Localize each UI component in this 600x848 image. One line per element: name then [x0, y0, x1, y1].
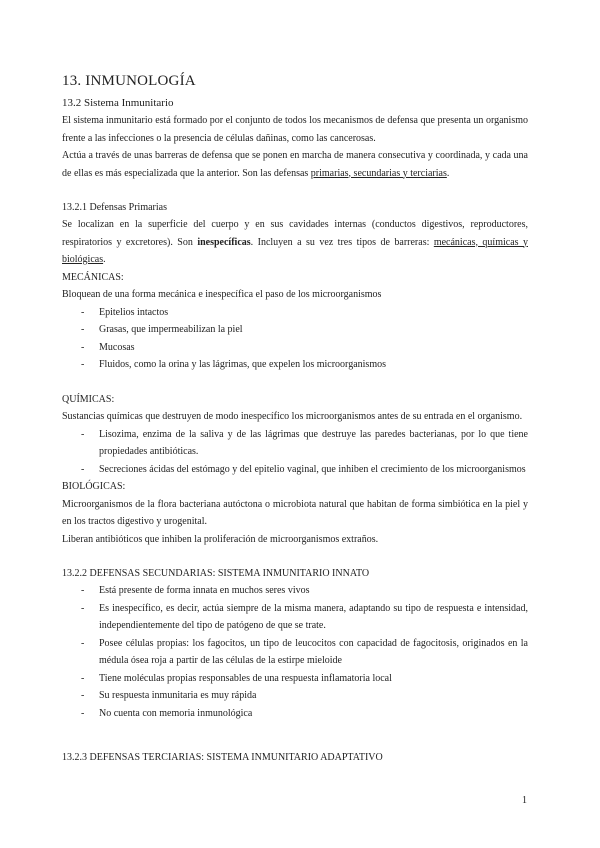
- list-item: - Epitelios intactos: [62, 304, 528, 322]
- list-item: - Grasas, que impermeabilizan la piel: [62, 321, 528, 339]
- section-heading-defensas-secundarias: 13.2.2 DEFENSAS SECUNDARIAS: SISTEMA INMUNITARIO INNATO: [62, 568, 370, 579]
- paragraph-biologicas-2: Liberan antibióticos que inhiben la proliferación de microorganismos extraños.: [62, 533, 379, 545]
- list-item: - Está presente de forma innata en muchos seres vivos: [62, 582, 528, 600]
- list-item: - Es inespecífico, es decir, actúa siempre de la misma manera, adaptando su tipo de respuesta e intensidad, independientemente del tipo de patógeno de que se trate.: [62, 600, 528, 635]
- list-mecanicas: [62, 304, 528, 374]
- list-quimicas: [62, 426, 528, 479]
- list-item: - Tiene moléculas propias responsables de una respuesta inflamatoria local: [62, 670, 528, 688]
- list-item: - Fluidos, como la orina y las lágrimas, que expelen los microorganismos: [62, 356, 528, 374]
- paragraph-quimicas: Sustancias químicas que destruyen de modo inespecífico los microorganismos antes de su entrada en el organismo.: [62, 411, 523, 422]
- paragraph-primary: Se localizan en la superficie del cuerpo y en sus cavidades internas (conductos digestivos, reproductores, respiratorios y excretores). Son inespecíficas. Incluyen a su vez tres tipos de barreras: mecánicas, químicas y biológicas.: [62, 219, 528, 265]
- paragraph-barriers: Actúa a través de unas barreras de defensa que se ponen en marcha de manera consecutiva y coordinada, y cada una de ellas es más especializada que la anterior. Son las defensas primarias, secundarias y terciarias.: [62, 150, 528, 179]
- subheading-quimicas: QUÍMICAS:: [62, 393, 115, 405]
- list-item: - No cuenta con memoria inmunológica: [62, 705, 528, 723]
- list-secundarias: [62, 582, 528, 722]
- chapter-title: 13. INMUNOLOGÍA: [62, 73, 196, 89]
- page-number: 1: [522, 795, 527, 806]
- section-heading-defensas-primarias: 13.2.1 Defensas Primarias: [62, 202, 167, 213]
- subheading-mecanicas: MECÁNICAS:: [62, 271, 124, 283]
- list-item: - Secreciones ácidas del estómago y del epitelio vaginal, que inhiben el crecimiento de los microorganismos: [62, 461, 528, 479]
- bold-inespecificas: inespecíficas: [197, 236, 251, 248]
- subheading-biologicas: BIOLÓGICAS:: [62, 481, 126, 492]
- paragraph-mecanicas: Bloquean de una forma mecánica e inespecífica el paso de los microorganismos: [62, 289, 382, 300]
- underlined-barrier-types: mecánicas, químicas y biológicas: [62, 236, 528, 265]
- paragraph-definition: El sistema inmunitario está formado por el conjunto de todos los mecanismos de defensa que presenta un organismo frente a las infecciones o la presencia de células dañinas, como las cancerosas.: [62, 115, 528, 144]
- list-item: - Lisozima, enzima de la saliva y de las lágrimas que destruye las paredes bacterianas, por lo que tiene propiedades antibióticas.: [62, 426, 528, 461]
- section-heading-defensas-terciarias: 13.2.3 DEFENSAS TERCIARIAS: SISTEMA INMUNITARIO ADAPTATIVO: [62, 752, 383, 763]
- document-page: [62, 70, 528, 766]
- list-item: - Posee células propias: los fagocitos, un tipo de leucocitos con capacidad de fagocitosis, originados en la médula ósea roja a partir de las células de la estirpe mieloide: [62, 635, 528, 670]
- list-item: - Mucosas: [62, 339, 528, 357]
- list-item: - Su respuesta inmunitaria es muy rápida: [62, 687, 528, 705]
- section-heading-sistema-inmunitario: 13.2 Sistema Inmunitario: [62, 97, 174, 109]
- underlined-defense-types: primarias, secundarias y terciarias: [310, 167, 447, 179]
- paragraph-biologicas-1: Microorganismos de la flora bacteriana autóctona o microbiota natural que habitan de forma simbiótica en la piel y en los tractos digestivo y urogenital.: [62, 498, 528, 527]
